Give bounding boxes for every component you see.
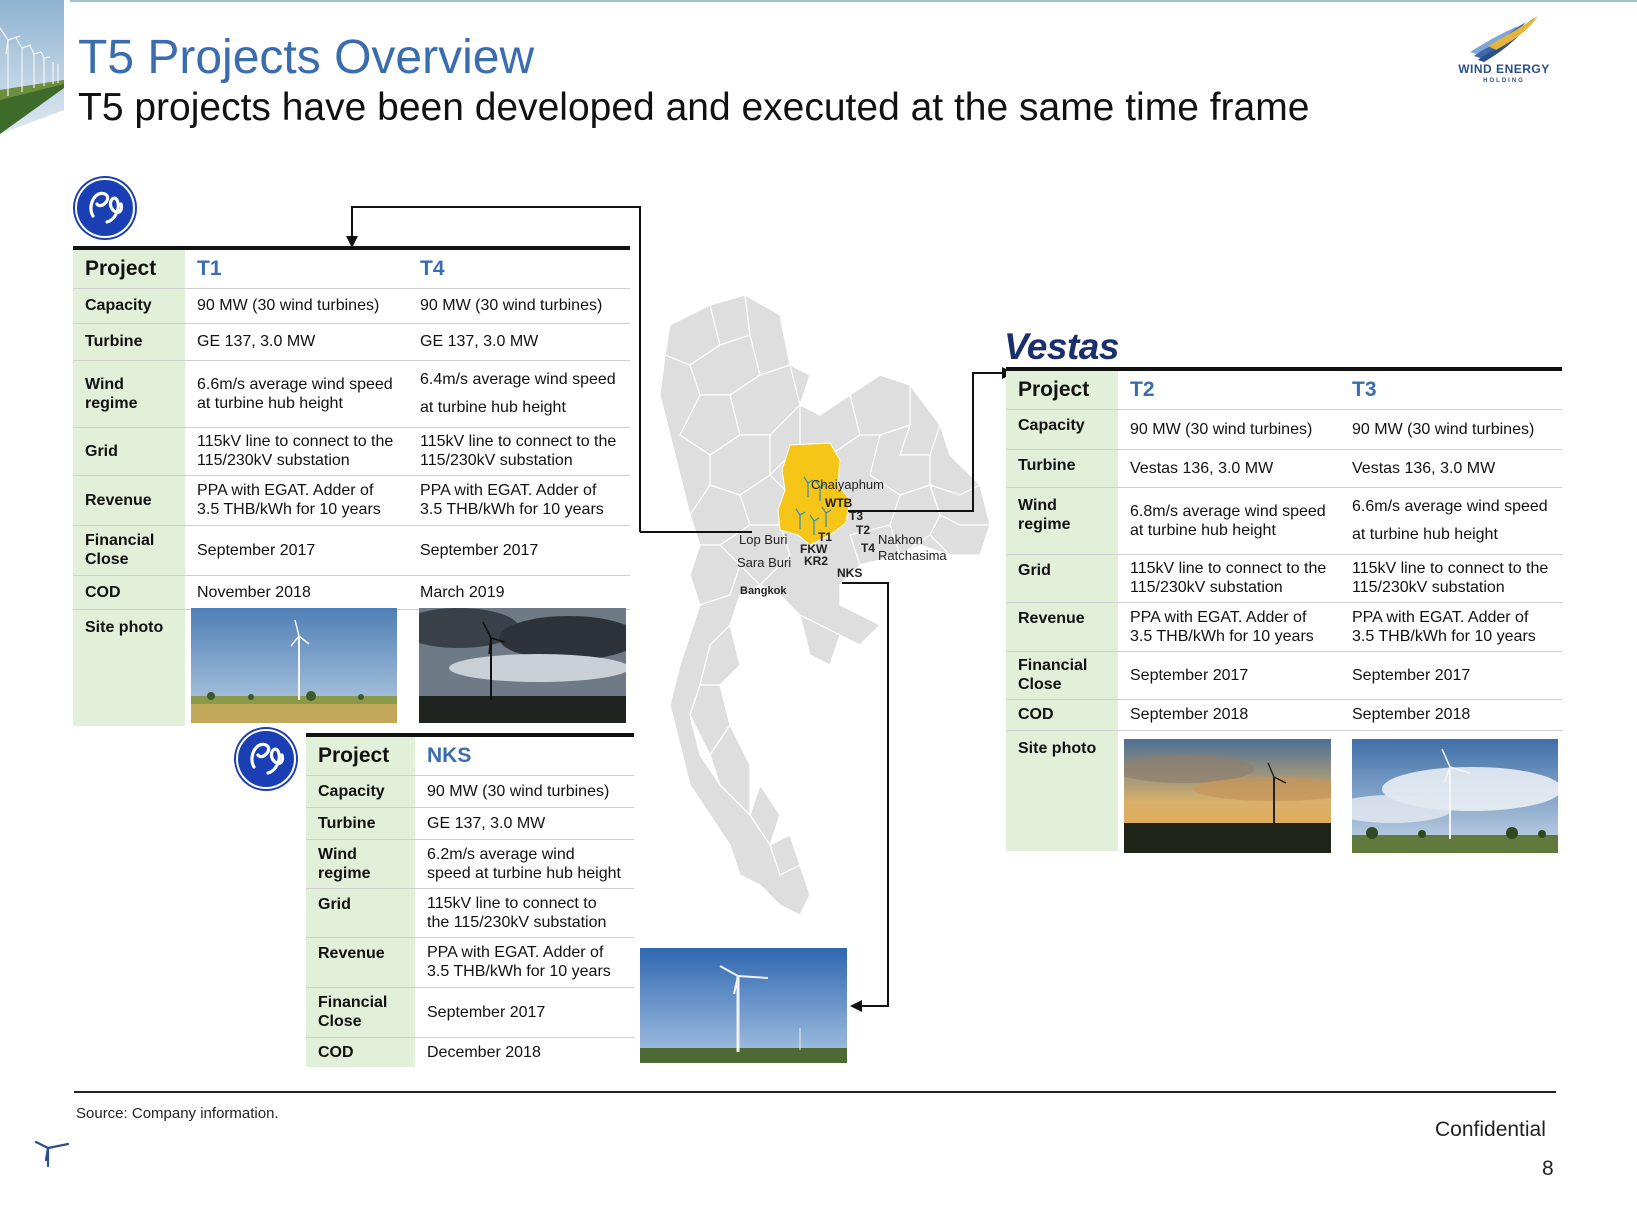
table-cell: September 2018 (1118, 699, 1340, 730)
map-label-wtb: WTB (825, 496, 853, 510)
page-number: 8 (1542, 1157, 1554, 1180)
project-header-nks: NKS (415, 737, 634, 775)
table-row (1006, 487, 1562, 554)
row-label: Financial Close (73, 525, 185, 575)
map-label-lop-buri: Lop Buri (739, 532, 788, 547)
map-label-t2: T2 (856, 523, 871, 537)
table-row (1006, 699, 1562, 730)
table-cell: September 2017 (1340, 651, 1562, 699)
row-label: Grid (306, 888, 415, 937)
table-cell: 6.4m/s average wind speed at turbine hub height (408, 360, 630, 427)
page-title: T5 Projects Overview (78, 31, 535, 84)
project-header-t1: T1 (185, 250, 408, 288)
table-row (1006, 554, 1562, 602)
t3-site-photo (1352, 739, 1558, 853)
row-label: Site photo (1006, 730, 1118, 851)
row-label: Capacity (73, 288, 185, 323)
table-cell: 115kV line to connect to the 115/230kV substation (408, 427, 630, 475)
table-cell: 6.2m/s average wind speed at turbine hub height (415, 839, 634, 888)
map-label-nks: NKS (837, 566, 863, 580)
row-label: Revenue (1006, 602, 1118, 651)
table-row (1006, 449, 1562, 487)
wind-turbine-icon (32, 1130, 72, 1170)
row-label: COD (306, 1037, 415, 1067)
table-cell: 90 MW (30 wind turbines) (1340, 409, 1562, 449)
table-cell: September 2017 (185, 525, 408, 575)
map-label-fkw: FKW (800, 542, 828, 556)
table-cell: 90 MW (30 wind turbines) (1118, 409, 1340, 449)
row-label: Grid (73, 427, 185, 475)
map-label-chaiyaphum: Chaiyaphum (811, 477, 884, 492)
row-label: Site photo (73, 609, 185, 726)
page-subtitle: T5 projects have been developed and executed at the same time frame (78, 86, 1310, 129)
row-label: Financial Close (1006, 651, 1118, 699)
table-cell: December 2018 (427, 1043, 541, 1061)
map-label-ratchasima: Ratchasima (878, 548, 947, 563)
map-label-t1: T1 (818, 530, 833, 544)
map-label-bangkok: Bangkok (740, 585, 787, 597)
table-cell: March 2019 (408, 575, 630, 609)
table-cell: September 2017 (408, 525, 630, 575)
row-label: COD (1006, 699, 1118, 730)
table-cell: November 2018 (185, 575, 408, 609)
row-label: Revenue (73, 475, 185, 525)
map-label-t4: T4 (861, 541, 876, 555)
row-label: Capacity (1006, 409, 1118, 449)
table-row (1006, 371, 1562, 409)
row-label: Capacity (306, 775, 415, 807)
table-cell: September 2017 (1118, 651, 1340, 699)
row-label: Turbine (73, 323, 185, 360)
table-row (1006, 409, 1562, 449)
row-label: Revenue (306, 937, 415, 987)
logo-text-secondary: HOLDING (1483, 78, 1525, 84)
map-label-sara-buri: Sara Buri (737, 555, 792, 570)
table-cell: 115kV line to connect to the 115/230kV substation (185, 427, 408, 475)
row-label: Project (73, 250, 185, 288)
map-label-nakhon: Nakhon (878, 532, 923, 547)
table-cell: GE 137, 3.0 MW (408, 323, 630, 360)
row-label: Grid (1006, 554, 1118, 602)
footer-rule (74, 1091, 1556, 1093)
project-header-t2: T2 (1118, 371, 1340, 409)
confidential-label: Confidential (1435, 1118, 1546, 1141)
row-label: Wind regime (73, 360, 185, 427)
row-label: Turbine (306, 807, 415, 839)
table-cell: PPA with EGAT. Adder of 3.5 THB/kWh for 10 years (408, 475, 630, 525)
vestas-logo: Vestas (1004, 326, 1119, 367)
table-cell: Vestas 136, 3.0 MW (1340, 449, 1562, 487)
table-cell: 115kV line to connect to the 115/230kV substation (1118, 554, 1340, 602)
table-cell: 6.6m/s average wind speed at turbine hub height (1340, 487, 1562, 554)
table-cell: PPA with EGAT. Adder of 3.5 THB/kWh for 10 years (415, 937, 634, 987)
table-cell: 115kV line to connect to the 115/230kV substation (415, 888, 634, 937)
table-cell: 115kV line to connect to the 115/230kV substation (1340, 554, 1562, 602)
source-note: Source: Company information. (76, 1105, 279, 1122)
logo-text-primary: WIND ENERGY (1458, 62, 1550, 76)
table-cell: PPA with EGAT. Adder of 3.5 THB/kWh for 10 years (1340, 602, 1562, 651)
row-label: Wind regime (306, 839, 415, 888)
table-cell: 90 MW (30 wind turbines) (185, 288, 408, 323)
table-cell: 90 MW (30 wind turbines) (408, 288, 630, 323)
row-label: Project (306, 737, 415, 775)
table-cell: PPA with EGAT. Adder of 3.5 THB/kWh for 10 years (1118, 602, 1340, 651)
project-header-t4: T4 (408, 250, 630, 288)
row-label: Project (1006, 371, 1118, 409)
table-cell: GE 137, 3.0 MW (185, 323, 408, 360)
map-label-kr2: KR2 (804, 554, 829, 568)
table-cell: PPA with EGAT. Adder of 3.5 THB/kWh for 10 years (185, 475, 408, 525)
table-cell: GE 137, 3.0 MW (415, 807, 634, 839)
row-label: Turbine (1006, 449, 1118, 487)
t2-site-photo (1124, 739, 1331, 853)
row-label: Wind regime (1006, 487, 1118, 554)
row-label: Financial Close (306, 987, 415, 1037)
table-row (1006, 651, 1562, 699)
table-row (1006, 602, 1562, 651)
map-label-t3: T3 (849, 509, 864, 523)
table-cell: Vestas 136, 3.0 MW (1118, 449, 1340, 487)
table-cell: 6.6m/s average wind speed at turbine hub height (185, 360, 408, 427)
table-cell: 90 MW (30 wind turbines) (415, 775, 634, 807)
table-cell: September 2018 (1340, 699, 1562, 730)
project-header-t3: T3 (1340, 371, 1562, 409)
table-cell: September 2017 (415, 987, 634, 1037)
table-cell: 6.8m/s average wind speed at turbine hub height (1118, 487, 1340, 554)
row-label: COD (73, 575, 185, 609)
